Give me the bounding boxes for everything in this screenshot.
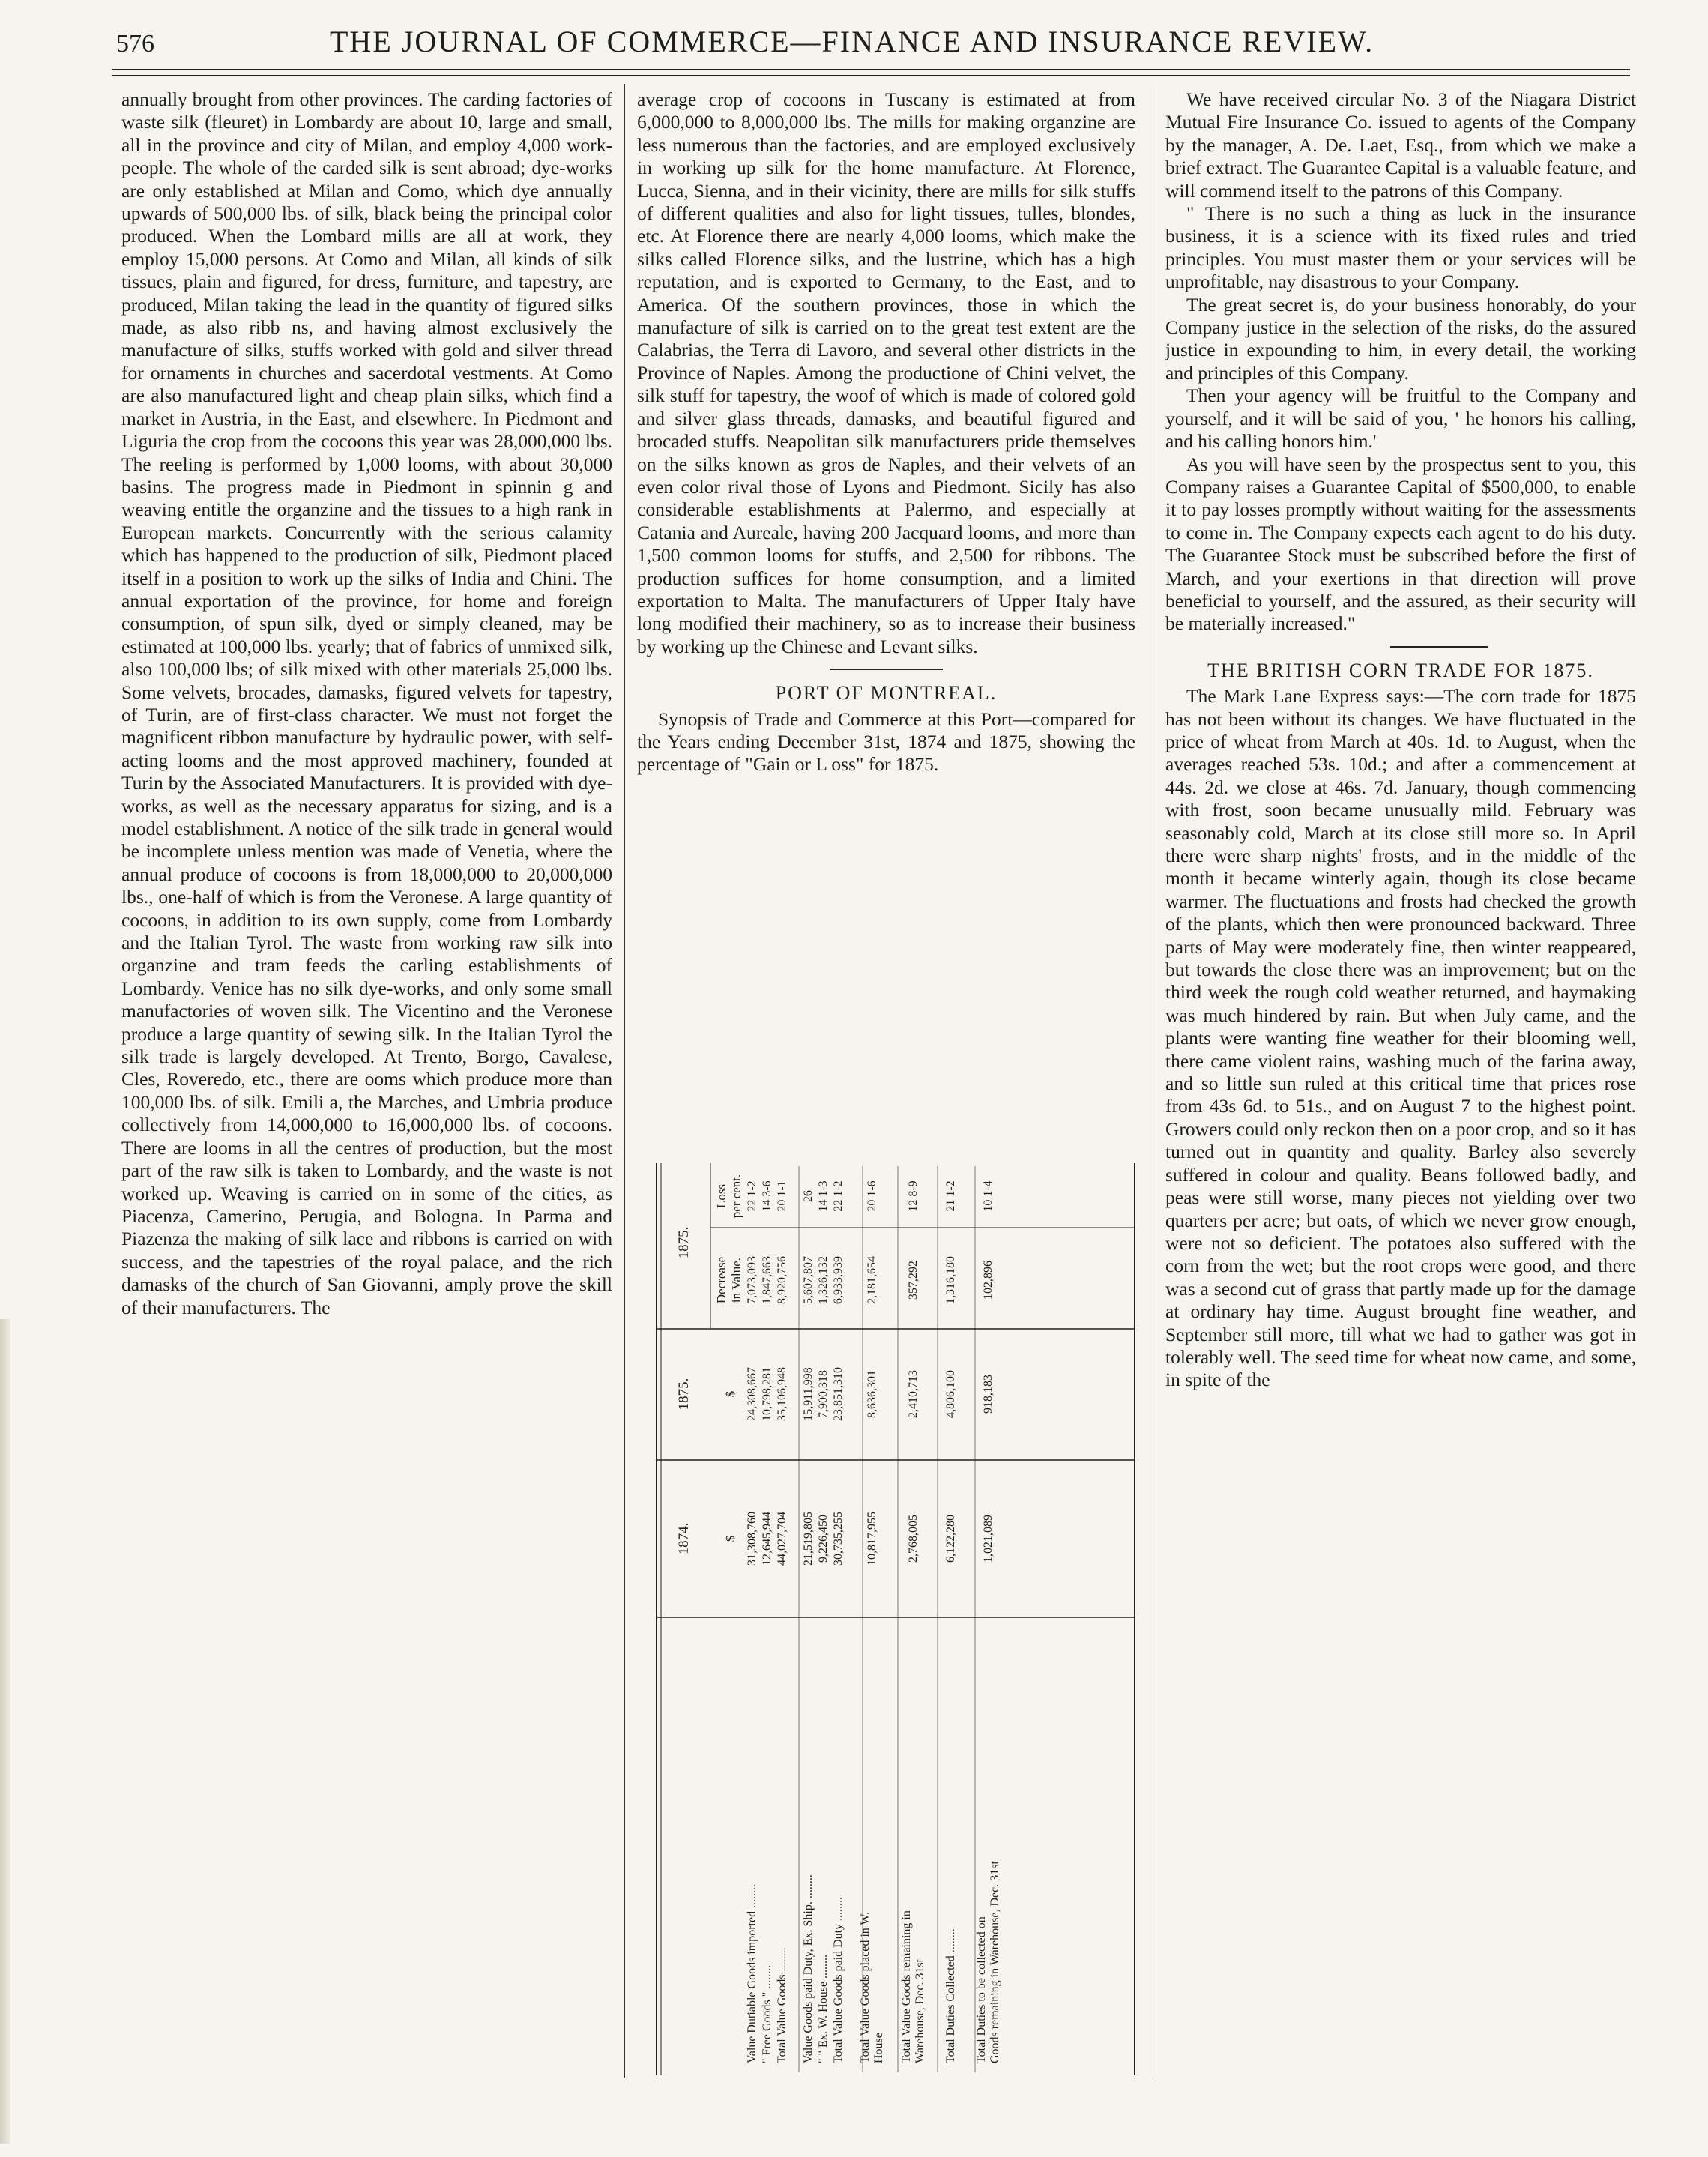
table-header-loss: per cent. — [729, 1174, 743, 1219]
section-divider — [830, 669, 943, 670]
table-row-label: " Free Goods " ........ — [761, 1964, 773, 2063]
page-number: 576 — [116, 30, 154, 58]
table-cell-1875: 15,911,998 — [802, 1367, 815, 1421]
column-3 — [1165, 88, 1636, 1392]
table-cell-decrease: 6,933,939 — [832, 1256, 845, 1304]
table-cell-1875: 8,636,301 — [866, 1370, 878, 1418]
trade-table — [651, 1160, 1139, 2078]
table-header-decrease: Decrease — [714, 1256, 728, 1304]
table-cell-loss: 20 1-6 — [866, 1180, 878, 1212]
table-cell-loss: 22 1-2 — [832, 1180, 845, 1212]
table-cell-1874: 12,645,944 — [761, 1512, 773, 1566]
table-cell-decrease: 5,607,807 — [802, 1256, 815, 1304]
corn-trade-heading: THE BRITISH CORN TRADE FOR 1875. — [1207, 659, 1594, 681]
table-cell-decrease: 1,326,132 — [817, 1256, 830, 1304]
table-header-decrease: in Value. — [729, 1257, 743, 1303]
table-cell-loss: 20 1-1 — [776, 1180, 788, 1212]
header-rule-bottom — [112, 75, 1630, 76]
table-cell-1875: 4,806,100 — [944, 1370, 957, 1418]
table-row-label: Value Goods paid Duty, Ex. Ship. ........ — [802, 1874, 815, 2063]
port-intro-text: Synopsis of Trade and Commerce at this Port—compared for the Years ending December 31st, 1874 and 1875, showing the percentage of "Gain or L oss" for 1875. — [637, 708, 1135, 776]
table-cell-decrease: 7,073,093 — [746, 1256, 758, 1304]
table-cell-1875: 23,851,310 — [832, 1367, 845, 1421]
section-divider — [1390, 646, 1488, 648]
col3-paragraph: We have received circular No. 3 of the Niagara District Mutual Fire Insurance Co. issued to agents of the Company by the manager, A. De. Laet, Esq., from which we make a brief extract. The Guarantee Capital is a valuable feature, and will commend itself to the patrons of this Company. — [1165, 88, 1636, 202]
col1-paragraph: annually brought from other provinces. The carding factories of waste silk (fleuret) in Lombardy are about 10, large and small, all in the province and city of Milan, and employ 4,000 work-people. The whole of the carded silk is sent abroad; dye-works are only established at Milan and Como, which dye annually upwards of 500,000 lbs. of silk, black being the principal color produced. When the Lombard mills are all at work, they employ 15,000 persons. At Como and Milan, all kinds of silk tissues, plain and figured, for dress, furniture, and tapestry, are produced, Milan taking the lead in the quantity of figured silks made, as also ribb ns, and having almost exclusively the manufacture of silks, stuffs worked with gold and silver thread for ornaments in churches and sacerdotal vestments. At Como are also manufactured light and cheap plain silks, which find a market in Austria, in the East, and elsewhere. In Piedmont and Liguria the crop from the cocoons this year was 28,000,000 lbs. The reeling is performed by 1,000 looms, with about 30,000 basins. The progress made in Piedmont in spinnin g and weaving entitle the organzine and the tissues to a high rank in European markets. Concurrently with the serious calamity which has happened to the production of silk, Piedmont placed itself in a position to work up the silks of India and Chini. The annual exportation of the province, for home and foreign consumption, of spun silk, dyed or simply cleaned, may be estimated at 100,000 lbs. yearly; that of fabrics of unmixed silk, also 100,000 lbs; of silk mixed with other materials 25,000 lbs. Some velvets, brocades, damasks, figured velvets for tapestry, of Turin, are of first-class character. We must not forget the magnificent ribbon manufacture by hydraulic power, with self-acting looms and the most approved machinery, founded at Turin by the Associated Manufacturers. It is provided with dye-works, as well as the necessary apparatus for sizing, and is a model establishment. A notice of the silk trade in general would be incomplete unless mention was made of Venetia, where the annual produce of cocoons is from 18,000,000 to 20,000,000 lbs., one-half of which is from the Veronese. A large quantity of cocoons, in addition to its own supply, come from Lombardy and the Italian Tyrol. The waste from working raw silk into organzine and tram feeds the carling establishments of Lombardy. Venice has no silk dye-works, and only some small manufactories of woven silk. The Vicentino and the Veronese produce a large quantity of sewing silk. In the Italian Tyrol the silk trade is largely developed. At Trento, Borgo, Cavalese, Cles, Roveredo, etc., there are ooms which produce more than 100,000 lbs. of silk. Emili a, the Marches, and Umbria produce collectively from 14,000,000 to 16,000,000 lbs. of cocoons. There are looms in all the centres of production, but the most part of the raw silk is taken to Lombardy, and the waste is not worked up. Weaving is carried on in some of the cities, as Piacenza, Camerino, Perugia, and Bologna. In Parma and Piazenza the making of silk lace and ribbons is carried on with success, and the tapestries of the royal palace, and the rich damasks of the church of San Giovanni, amply prove the skill of their manufacturers. The — [121, 88, 612, 1318]
table-cell-decrease: 1,847,663 — [761, 1256, 773, 1304]
table-cell-loss: 14 1-3 — [817, 1180, 830, 1212]
table-row-label: Total Value Goods ........ — [776, 1947, 788, 2063]
col3-paragraph: " There is no such a thing as luck in the insurance business, it is a science with its fixed rules and tried principles. You must master them or your services will be unprofitable, nay disastrous to your Company. — [1165, 202, 1636, 293]
column-1 — [121, 88, 612, 1319]
table-cell-1874: 1,021,089 — [982, 1515, 995, 1563]
table-cell-1874: 21,519,805 — [802, 1512, 815, 1566]
trade-table-svg — [651, 1160, 1139, 2078]
table-header-1874: 1874. — [676, 1522, 692, 1555]
table-cell-loss: 10 1-4 — [982, 1180, 995, 1212]
table-cell-1874: 6,122,280 — [944, 1515, 957, 1563]
table-cell-1875: 7,900,318 — [817, 1370, 830, 1418]
table-cell-1875: 35,106,948 — [776, 1367, 788, 1421]
table-row-label: " " Ex. W. House ........ — [817, 1954, 830, 2063]
table-cell-decrease: 2,181,654 — [866, 1256, 878, 1304]
table-cell-decrease: 102,896 — [982, 1261, 995, 1300]
table-cell-1874: 31,308,760 — [746, 1512, 758, 1566]
table-cell-1875: 918,183 — [982, 1375, 995, 1414]
column-2 — [637, 88, 1135, 776]
table-row-label: Goods remaining in Warehouse, Dec. 31st — [989, 1861, 1001, 2063]
table-cell-1874: 44,027,704 — [776, 1512, 788, 1566]
table-row-label: House — [872, 2033, 885, 2063]
table-cell-1874: 9,226,450 — [817, 1515, 830, 1563]
table-cell-loss: 26 — [802, 1190, 815, 1202]
table-cell-1875: 10,798,281 — [761, 1367, 773, 1421]
table-cell-1874: 30,735,255 — [832, 1512, 845, 1566]
table-cell-loss: 12 8-9 — [907, 1180, 920, 1212]
table-row-label: Warehouse, Dec. 31st — [914, 1958, 926, 2063]
table-currency: $ — [723, 1390, 737, 1398]
table-cell-loss: 21 1-2 — [944, 1180, 957, 1212]
col2-paragraph: average crop of cocoons in Tuscany is estimated at from 6,000,000 to 8,000,000 lbs. The mills for making organzine are less numerous than the factories, and are employed exclusively in working up silk for the home manufacture. At Florence, Lucca, Sienna, and in their vicinity, there are mills for silk stuffs of different qualities and also for light tissues, tulles, blondes, etc. At Florence there are nearly 4,000 looms, which make the silks called Florence silks, and the lustrine, which has a high reputation, and is exported to Germany, to the East, and to America. Of the southern provinces, those in which the manufacture of silk is carried on to the great test extent are the Calabrias, the Terra di Lavoro, and several other districts in the Province of Naples. Among the productione of Chini velvet, the silk stuff for tapestry, the woof of which is made of colored gold and silver glass threads, damasks, and beautiful figured and brocaded stuffs. Neapolitan silk manufacturers pride themselves on the silks known as gros de Naples, and their velvets of an even color rival those of Lyons and Piedmont. Sicily has also considerable establishments at Palermo, and especially at Catania and Aureale, having 200 Jacquard looms, and more than 1,500 common looms for stuffs, and 2,500 for ribbons. The production suffices for home consumption, and a limited exportation to Malta. The manufacturers of Upper Italy have long modified their machinery, so as to increase their business by working up the Chinese and Levant silks. — [637, 88, 1135, 657]
header-rule-top — [112, 69, 1630, 70]
table-cell-1875: 24,308,667 — [746, 1367, 758, 1421]
col3-paragraph: The great secret is, do your business honorably, do your Company justice in the selection of the risks, do the assured justice in expounding to him, in every detail, the working and principles of this Company. — [1165, 293, 1636, 384]
col3-paragraph: Then your agency will be fruitful to the Company and yourself, and it will be said of you, ' he honors his calling, and his calling honors him.' — [1165, 384, 1636, 453]
table-row-label: Total Value Goods placed in W. — [859, 1911, 872, 2063]
column-rule-1 — [624, 84, 625, 2078]
corn-trade-text: The Mark Lane Express says:—The corn trade for 1875 has not been without its changes. We have fluctuated in the price of wheat from March at 40s. 1d. to August, when the averages reached 53s. 10d.; and after a commencement at 44s. 2d. we close at 46s. 7d. January, though commencing with frost, soon became unusually mild. February was seasonably cold, March at its close still more so. In April there were sharp nights' frosts, and in the middle of the month it became winterly again, though its close became warmer. The fluctuations and frosts had checked the growth of the plants, which then were pronounced backward. Three parts of May were moderately fine, then winter reappeared, but towards the close there was an improvement; but on the third week the rough cold weather returned, and haymaking was much hindered by rain. But when July came, and the plants were wanting fine weather for their blooming well, there came violent rains, washing much of the farina away, and so little sun ruled at this critical time that prices rose from 43s 6d. to 51s., and on August 7 to the highest point. Growers could only reckon then on a poor crop, and so it has turned out in quantity and quality. Barley also severely suffered in colour and quality. Beans followed badly, and peas were still worse, many pieces not yielding over two quarters per acre; but oats, of which we never grow enough, were not so deficient. The potatoes also suffered with the corn from the wet; but the root crops were good, and there was a second cut of grass that partly made up for the damage at ordinary hay time. August brought fine weather, and September still more, till what we had to gather was got in tolerably well. The seed time for wheat now came, and some, in spite of the — [1165, 685, 1636, 1391]
page-edge-shadow — [0, 1319, 10, 2144]
table-row-label: Value Dutiable Goods imported ........ — [746, 1883, 758, 2063]
running-title: THE JOURNAL OF COMMERCE—FINANCE AND INSURANCE REVIEW. — [330, 25, 1374, 58]
table-header-1875: 1875. — [676, 1378, 692, 1411]
table-group-header: 1875. — [676, 1226, 692, 1259]
table-cell-1874: 10,817,955 — [866, 1512, 878, 1566]
table-row-label: Total Value Goods paid Duty ........ — [832, 1896, 845, 2063]
col3-paragraph: As you will have seen by the prospectus sent to you, this Company raises a Guarantee Capital of $500,000, to enable it to pay losses promptly without waiting for the assessments to come in. The Company expects each agent to do his duty. The Guarantee Stock must be subscribed before the first of March, and your exertions in that direction will prove beneficial to yourself, and the assured, as their security will be materially increased." — [1165, 453, 1636, 635]
table-header-loss: Loss — [714, 1183, 728, 1209]
table-cell-decrease: 357,292 — [907, 1261, 920, 1300]
table-cell-loss: 22 1-2 — [746, 1180, 758, 1212]
table-cell-loss: 14 3-6 — [761, 1180, 773, 1212]
port-of-montreal-heading: PORT OF MONTREAL. — [775, 682, 998, 705]
table-cell-1874: 2,768,005 — [907, 1515, 920, 1563]
table-cell-decrease: 1,316,180 — [944, 1256, 957, 1304]
table-row-label: Total Duties Collected ........ — [944, 1928, 957, 2063]
table-currency: $ — [723, 1535, 737, 1542]
table-row-label: Total Duties to be collected on — [975, 1916, 988, 2063]
table-cell-decrease: 8,920,756 — [776, 1256, 788, 1304]
table-row-label: Total Value Goods remaining in — [900, 1910, 913, 2063]
table-cell-1875: 2,410,713 — [907, 1370, 920, 1418]
